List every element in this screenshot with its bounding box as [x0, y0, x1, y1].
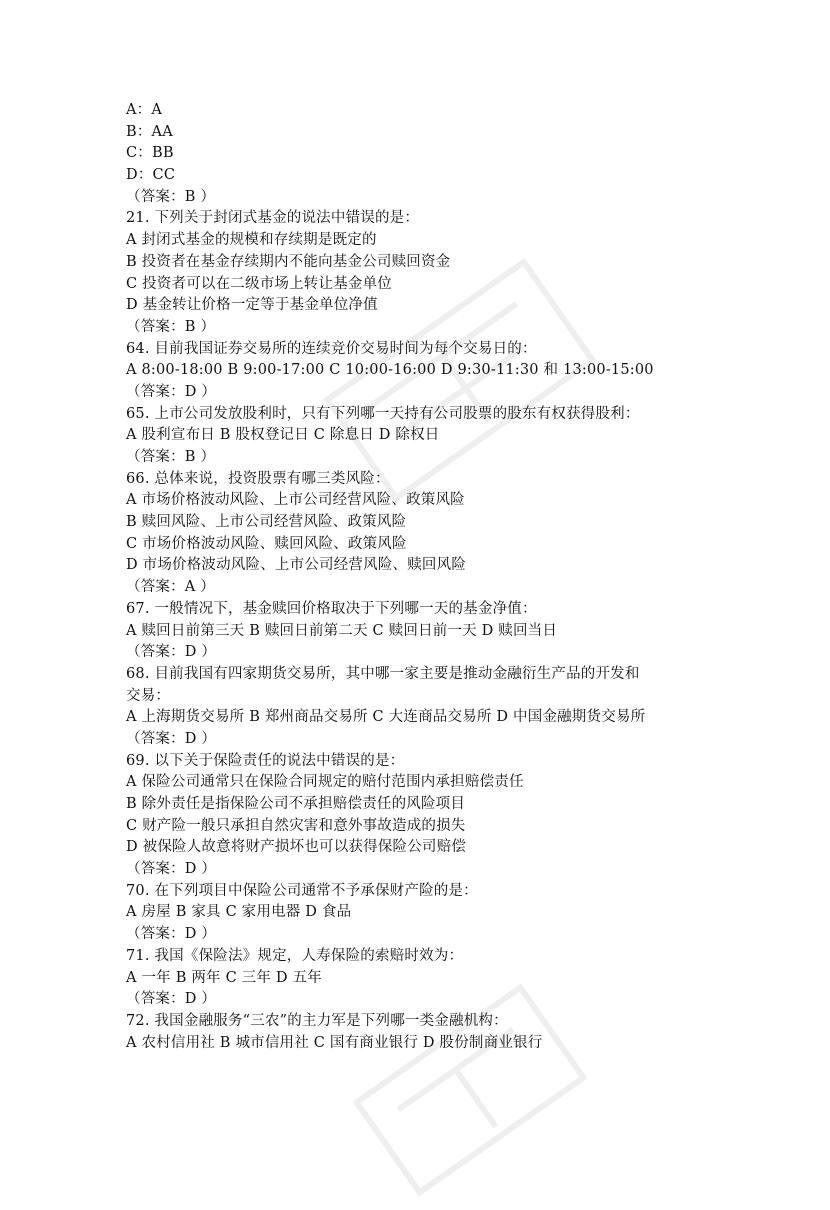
answer: （答案：D ） [126, 926, 217, 943]
question-70: 70. 在下列项目中保险公司通常不予承保财产险的是： [126, 882, 478, 899]
question-71: 71. 我国《保险法》规定，人寿保险的索赔时效为： [126, 947, 464, 964]
option-b: B：AA [126, 123, 173, 140]
question-64: 64. 目前我国证券交易所的连续竞价交易时间为每个交易日的： [126, 340, 537, 357]
options: A 上海期货交易所 B 郑州商品交易所 C 大连商品交易所 D 中国金融期货交易所 [126, 709, 646, 726]
option-a: A 封闭式基金的规模和存续期是既定的 [126, 232, 377, 249]
option-b: B 赎回风险、上市公司经营风险、政策风险 [126, 514, 407, 531]
question-69: 69. 以下关于保险责任的说法中错误的是： [126, 752, 405, 769]
answer: （答案：D ） [126, 991, 217, 1008]
options: A 8:00-18:00 B 9:00-17:00 C 10:00-16:00 D 9:30-11:30 和 13:00-15:00 [126, 362, 654, 379]
option-b: B 投资者在基金存续期内不能向基金公司赎回资金 [126, 253, 451, 270]
option-d: D 被保险人故意将财产损坏也可以获得保险公司赔偿 [126, 839, 467, 856]
question-68: 68. 目前我国有四家期货交易所，其中哪一家主要是推动金融衍生产品的开发和 [126, 665, 640, 682]
options: A 一年 B 两年 C 三年 D 五年 [126, 969, 322, 986]
option-a: A 市场价格波动风险、上市公司经营风险、政策风险 [126, 492, 465, 509]
option-c: C：BB [126, 145, 174, 162]
option-c: C 财产险一般只承担自然灾害和意外事故造成的损失 [126, 817, 466, 834]
answer: （答案：D ） [126, 644, 217, 661]
question-67: 67. 一般情况下，基金赎回价格取决于下列哪一天的基金净值： [126, 600, 537, 617]
question-65: 65. 上市公司发放股利时，只有下列哪一天持有公司股票的股东有权获得股利： [126, 405, 640, 422]
answer: （答案：D ） [126, 383, 217, 400]
answer: （答案：D ） [126, 861, 217, 878]
answer: （答案：D ） [126, 730, 217, 747]
option-c: C 投资者可以在二级市场上转让基金单位 [126, 275, 393, 292]
answer: （答案：A ） [126, 579, 215, 596]
options: A 股利宣布日 B 股权登记日 C 除息日 D 除权日 [126, 427, 440, 444]
options: A 赎回日前第三天 B 赎回日前第二天 C 赎回日前一天 D 赎回当日 [126, 622, 558, 639]
option-d: D 基金转让价格一定等于基金单位净值 [126, 297, 378, 314]
option-a: A：A [126, 102, 163, 118]
answer: （答案：B ） [126, 188, 216, 205]
option-d: D 市场价格波动风险、上市公司经营风险、赎回风险 [126, 557, 467, 574]
option-b: B 除外责任是指保险公司不承担赔偿责任的风险项目 [126, 796, 466, 812]
question-72: 72. 我国金融服务“三农”的主力军是下列哪一类金融机构： [126, 1012, 508, 1029]
question-21: 21. 下列关于封闭式基金的说法中错误的是： [126, 210, 420, 227]
option-c: C 市场价格波动风险、赎回风险、政策风险 [126, 535, 407, 552]
answer: （答案：B ） [126, 318, 216, 335]
question-68-cont: 交易： [126, 687, 171, 704]
option-d: D：CC [126, 167, 176, 184]
question-66: 66. 总体来说，投资股票有哪三类风险： [126, 470, 390, 487]
answer: （答案：B ） [126, 449, 216, 465]
options: A 农村信用社 B 城市信用社 C 国有商业银行 D 股份制商业银行 [126, 1034, 543, 1051]
option-a: A 保险公司通常只在保险合同规定的赔付范围内承担赔偿责任 [126, 774, 524, 791]
options: A 房屋 B 家具 C 家用电器 D 食品 [126, 904, 352, 921]
question-list [126, 100, 726, 1054]
